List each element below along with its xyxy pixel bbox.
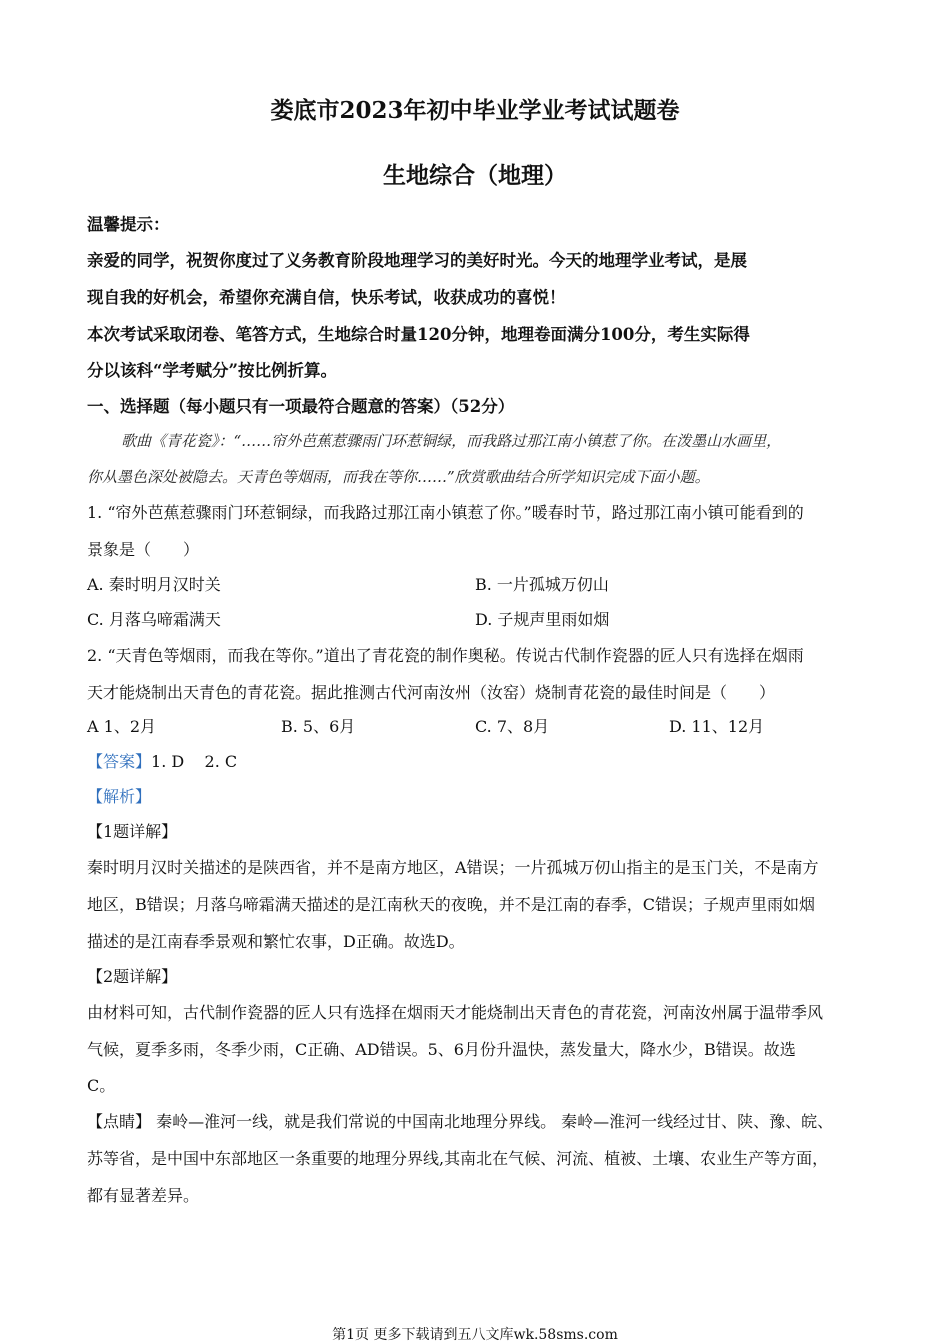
question-1-stem-line-1: 1. “帘外芭蕉惹骤雨门环惹铜绿，而我路过那江南小镇惹了你。”暖春时节，路过那江南小镇可能看到的 [87, 503, 804, 522]
exam-subtitle: 生地综合（地理） [383, 162, 567, 189]
tips-line-3: 本次考试采取闭卷、笔答方式，生地综合时量120分钟，地理卷面满分100分，考生实际得 [87, 325, 750, 344]
question-2-option-b: B. 5、6月 [281, 717, 356, 736]
question-1-option-a: A. 秦时明月汉时关 [87, 575, 221, 594]
section-heading: 一、选择题（每小题只有一项最符合题意的答案）（52分） [87, 397, 515, 416]
question-2-option-a: A 1、2月 [87, 717, 157, 736]
question-1-option-b: B. 一片孤城万仞山 [475, 575, 609, 594]
material-line-2: 你从墨色深处被隐去。天青色等烟雨，而我在等你……”欣赏歌曲结合所学知识完成下面小题。 [87, 468, 710, 486]
detail-1-line-2: 地区，B错误；月落乌啼霜满天描述的是江南秋天的夜晚，并不是江南的春季，C错误；子规声里雨如烟 [87, 895, 816, 914]
question-2-option-c: C. 7、8月 [475, 717, 550, 736]
tip-line-1: 【点睛】 秦岭—淮河一线，就是我们常说的中国南北地理分界线。 秦岭—淮河一线经过甘、陕、豫、皖、 [87, 1112, 834, 1131]
material-line-1: 歌曲《青花瓷》：“……帘外芭蕉惹骤雨门环惹铜绿，而我路过那江南小镇惹了你。在泼墨山水画里， [121, 432, 782, 450]
detail-2-line-2: 气候，夏季多雨，冬季少雨，C正确、AD错误。5、6月份升温快，蒸发量大，降水少，B错误。故选 [87, 1040, 796, 1059]
question-1-option-d: D. 子规声里雨如烟 [475, 610, 610, 629]
exam-title: 娄底市2023年初中毕业学业考试试题卷 [270, 97, 680, 124]
answer-text: 1. D 2. C [151, 752, 238, 771]
answer-label: 【答案】 [87, 752, 152, 771]
question-2-option-d: D. 11、12月 [669, 717, 765, 736]
detail-2-line-1: 由材料可知，古代制作瓷器的匠人只有选择在烟雨天才能烧制出天青色的青花瓷，河南汝州属于温带季风 [87, 1003, 824, 1022]
question-1-option-c: C. 月落乌啼霜满天 [87, 610, 221, 629]
detail-2-heading: 【2题详解】 [87, 967, 178, 986]
detail-2-line-3: C。 [87, 1076, 116, 1095]
question-1-stem-line-2: 景象是（ ） [87, 540, 200, 559]
detail-1-line-1: 秦时明月汉时关描述的是陕西省，并不是南方地区，A错误；一片孤城万仞山指主的是玉门关，不是南方 [87, 858, 819, 877]
answer-line [87, 749, 237, 772]
page-footer: 第1页 更多下载请到五八文库wk.58sms.com [332, 1327, 618, 1343]
tip-line-3: 都有显著差异。 [87, 1186, 200, 1205]
tip-line-2: 苏等省，是中国中东部地区一条重要的地理分界线,其南北在气候、河流、植被、土壤、农业生产等方面， [87, 1149, 829, 1168]
tips-line-4: 分以该科“学考赋分”按比例折算。 [87, 361, 337, 380]
tips-heading: 温馨提示： [87, 215, 170, 234]
detail-1-heading: 【1题详解】 [87, 822, 178, 841]
tips-line-2: 现自我的好机会，希望你充满自信，快乐考试，收获成功的喜悦！ [87, 288, 566, 307]
tips-line-1: 亲爱的同学，祝贺你度过了义务教育阶段地理学习的美好时光。今天的地理学业考试，是展 [87, 251, 747, 270]
analysis-label: 【解析】 [87, 787, 152, 806]
question-2-stem-line-2: 天才能烧制出天青色的青花瓷。据此推测古代河南汝州（汝窑）烧制青花瓷的最佳时间是（ ） [87, 683, 776, 702]
question-2-stem-line-1: 2. “天青色等烟雨，而我在等你。”道出了青花瓷的制作奥秘。传说古代制作瓷器的匠人只有选择在烟雨 [87, 646, 804, 665]
detail-1-line-3: 描述的是江南春季景观和繁忙农事，D正确。故选D。 [87, 932, 465, 951]
